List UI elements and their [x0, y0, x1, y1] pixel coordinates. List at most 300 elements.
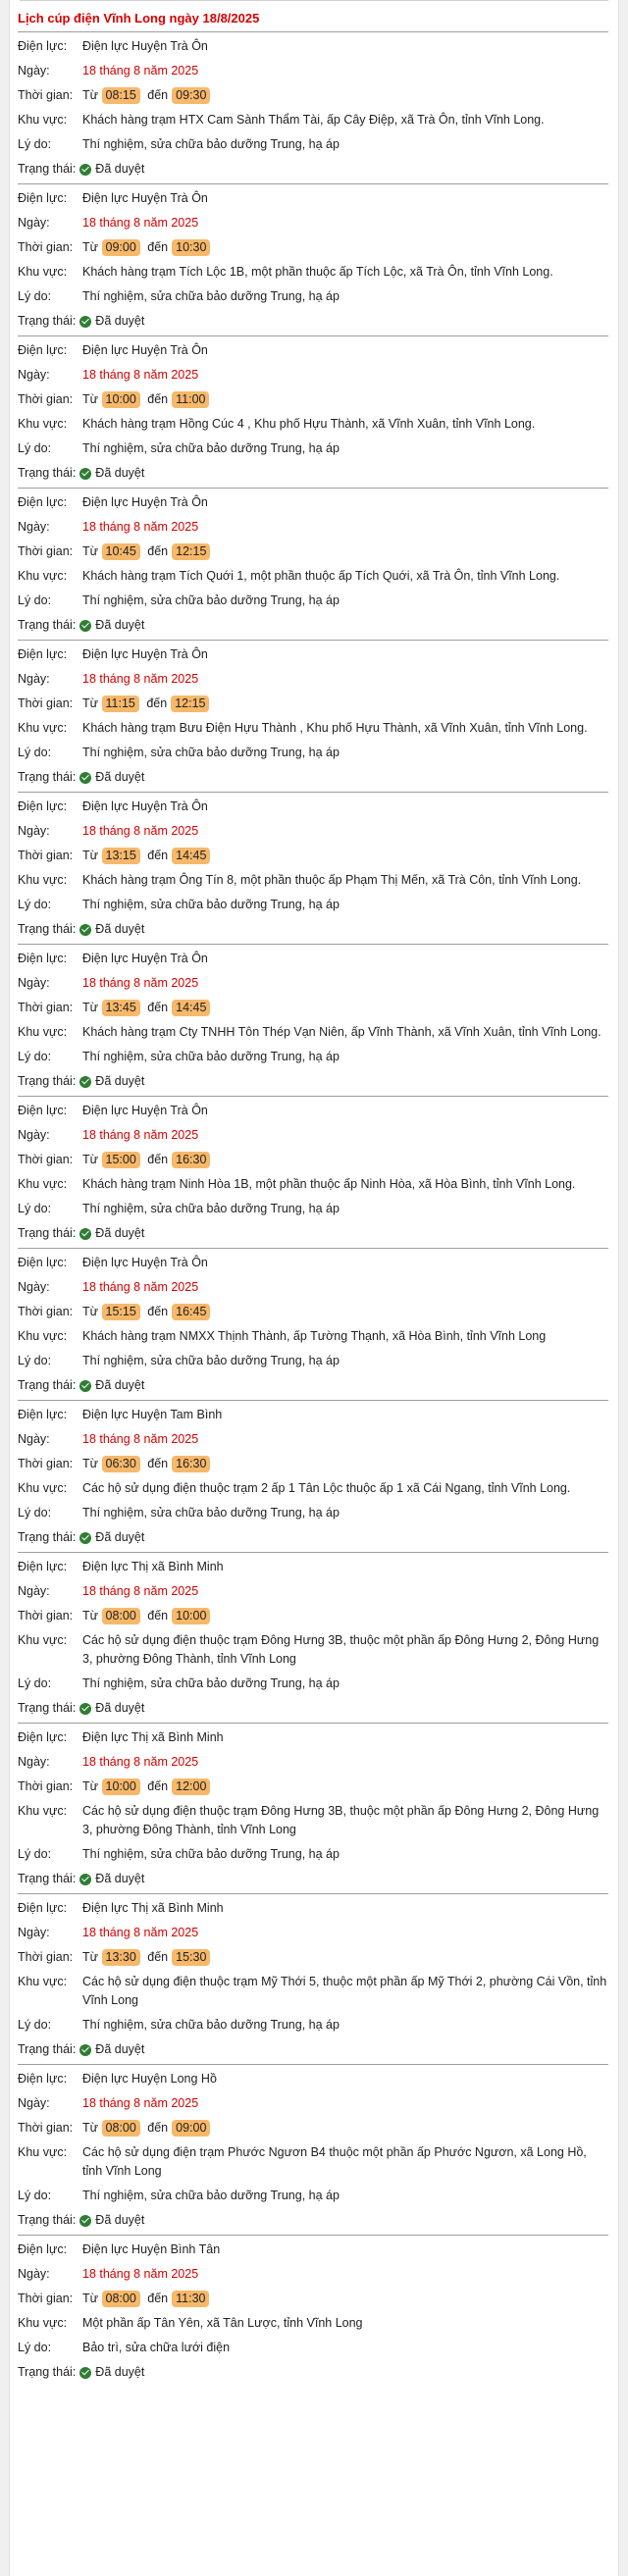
time-value — [82, 1948, 618, 1967]
date-value: 18 tháng 8 năm 2025 — [82, 368, 199, 382]
from-word: Từ — [82, 1609, 99, 1623]
outage-entry — [10, 184, 618, 335]
area-row — [18, 1476, 618, 1501]
check-circle-icon — [79, 1076, 91, 1088]
date-value: 18 tháng 8 năm 2025 — [82, 976, 199, 990]
time-value — [82, 1455, 618, 1473]
status-value: Đã duyệt — [95, 922, 145, 936]
area-label: Khu vực: — [18, 113, 68, 127]
time-row — [18, 235, 618, 260]
reason-value: Thí nghiệm, sửa chữa bảo dưỡng Trung, hạ áp — [82, 1847, 340, 1861]
reason-row — [18, 1501, 618, 1525]
area-row — [18, 564, 618, 589]
outage-entry — [10, 1553, 618, 1723]
status-row — [18, 1525, 618, 1551]
unit-label: Điện lực: — [18, 952, 68, 965]
to-word: đến — [147, 2121, 169, 2135]
unit-value: Điện lực Huyện Tam Bình — [82, 1408, 223, 1421]
check-circle-icon — [79, 2367, 91, 2379]
status-row — [18, 2208, 618, 2234]
to-word: đến — [147, 1779, 169, 1793]
reason-value: Thí nghiệm, sửa chữa bảo dưỡng Trung, hạ áp — [82, 2189, 340, 2202]
unit-row — [18, 795, 618, 819]
unit-value: Điện lực Thị xã Bình Minh — [82, 1901, 224, 1915]
to-word: đến — [147, 1609, 169, 1623]
unit-row — [18, 1726, 618, 1750]
reason-label: Lý do: — [18, 1202, 52, 1215]
reason-row — [18, 893, 618, 917]
status-value: Đã duyệt — [95, 466, 145, 480]
start-time-chip: 15:00 — [102, 1152, 140, 1168]
time-row — [18, 2287, 618, 2311]
area-row — [18, 1020, 618, 1045]
check-circle-icon — [79, 468, 91, 480]
unit-row — [18, 490, 618, 515]
end-time-chip: 12:00 — [172, 1778, 210, 1795]
area-value: Khách hàng trạm Cty TNHH Tôn Thép Vạn Niên, ấp Vĩnh Thành, xã Vĩnh Xuân, tỉnh Vĩnh Long. — [82, 1025, 602, 1039]
date-label: Ngày: — [18, 2267, 50, 2281]
time-value — [82, 1151, 618, 1169]
start-time-chip: 10:00 — [102, 1778, 140, 1795]
time-label: Thời gian: — [18, 1305, 74, 1318]
status-value: Đã duyệt — [95, 1530, 145, 1544]
time-row — [18, 844, 618, 868]
outage-entry — [10, 1894, 618, 2064]
to-word: đến — [147, 88, 169, 102]
status-value: Đã duyệt — [95, 1378, 145, 1392]
to-word: đến — [147, 1305, 169, 1318]
unit-label: Điện lực: — [18, 1408, 68, 1421]
status-row — [18, 765, 618, 791]
time-label: Thời gian: — [18, 1001, 74, 1014]
reason-value: Thí nghiệm, sửa chữa bảo dưỡng Trung, hạ áp — [82, 1202, 340, 1215]
status-label: Trạng thái: — [18, 466, 77, 480]
outage-entry — [10, 945, 618, 1096]
reason-value: Bảo trì, sửa chữa lưới điện — [82, 2341, 231, 2354]
date-label: Ngày: — [18, 1755, 50, 1769]
area-row — [18, 868, 618, 893]
reason-row — [18, 284, 618, 309]
date-value: 18 tháng 8 năm 2025 — [82, 2096, 199, 2110]
reason-row — [18, 1842, 618, 1867]
outage-entry — [10, 336, 618, 488]
check-circle-icon — [79, 1380, 91, 1392]
start-time-chip: 11:15 — [102, 696, 139, 712]
outage-entry — [10, 2065, 618, 2235]
date-label: Ngày: — [18, 1280, 50, 1294]
status-value: Đã duyệt — [95, 2365, 145, 2379]
outage-entry — [10, 489, 618, 640]
from-word: Từ — [82, 240, 99, 254]
date-row — [18, 59, 618, 83]
unit-label: Điện lực: — [18, 799, 68, 813]
unit-row — [18, 34, 618, 59]
area-label: Khu vực: — [18, 1633, 68, 1647]
date-label: Ngày: — [18, 216, 50, 230]
to-word: đến — [147, 849, 169, 862]
to-word: đến — [147, 544, 169, 558]
time-label: Thời gian: — [18, 88, 74, 102]
reason-row — [18, 589, 618, 613]
end-time-chip: 16:30 — [172, 1456, 210, 1472]
unit-label: Điện lực: — [18, 1901, 68, 1915]
unit-value: Điện lực Huyện Long Hồ — [82, 2072, 217, 2086]
date-label: Ngày: — [18, 1432, 50, 1446]
status-label: Trạng thái: — [18, 162, 77, 176]
unit-value: Điện lực Huyện Trà Ôn — [82, 343, 208, 357]
date-row — [18, 1275, 618, 1300]
status-label: Trạng thái: — [18, 922, 77, 936]
time-row — [18, 387, 618, 412]
date-row — [18, 667, 618, 692]
time-label: Thời gian: — [18, 544, 74, 558]
time-value — [82, 2290, 618, 2308]
outage-entry — [10, 1401, 618, 1552]
date-value: 18 tháng 8 năm 2025 — [82, 1584, 199, 1598]
date-row — [18, 1427, 618, 1452]
area-label: Khu vực: — [18, 873, 68, 887]
reason-row — [18, 437, 618, 461]
start-time-chip: 13:15 — [102, 848, 140, 864]
status-row — [18, 1373, 618, 1399]
unit-row — [18, 1099, 618, 1123]
status-label: Trạng thái: — [18, 1872, 77, 1885]
outage-entry — [10, 1249, 618, 1400]
from-word: Từ — [82, 849, 99, 862]
time-value — [82, 86, 618, 105]
area-row — [18, 412, 618, 437]
area-value: Khách hàng trạm Ông Tín 8, một phần thuộc ấp Phạm Thị Mến, xã Trà Côn, tỉnh Vĩnh Long. — [82, 873, 582, 887]
date-row — [18, 363, 618, 387]
time-row — [18, 1945, 618, 1970]
area-value: Các hộ sử dụng điện thuộc trạm Mỹ Thới 5, thuộc một phần ấp Mỹ Thới 2, phường Cái Vồn, tỉnh Vĩnh Long — [82, 1975, 607, 2007]
unit-label: Điện lực: — [18, 2242, 68, 2256]
date-value: 18 tháng 8 năm 2025 — [82, 1926, 199, 1939]
reason-value: Thí nghiệm, sửa chữa bảo dưỡng Trung, hạ áp — [82, 2018, 340, 2032]
reason-label: Lý do: — [18, 1354, 52, 1367]
time-row — [18, 692, 618, 716]
outage-schedule-page — [9, 0, 619, 2576]
date-label: Ngày: — [18, 520, 50, 534]
start-time-chip: 13:30 — [102, 1949, 140, 1966]
time-value — [82, 695, 618, 713]
unit-value: Điện lực Huyện Trà Ôn — [82, 1256, 208, 1269]
status-row — [18, 2360, 618, 2386]
reason-row — [18, 2336, 618, 2360]
check-circle-icon — [79, 1703, 91, 1715]
from-word: Từ — [82, 1305, 99, 1318]
reason-row — [18, 1045, 618, 1069]
time-row — [18, 1300, 618, 1324]
outage-entry — [10, 32, 618, 183]
status-label: Trạng thái: — [18, 1074, 77, 1088]
area-row — [18, 1324, 618, 1349]
check-circle-icon — [79, 164, 91, 176]
unit-label: Điện lực: — [18, 1104, 68, 1117]
status-value: Đã duyệt — [95, 2042, 145, 2056]
from-word: Từ — [82, 88, 99, 102]
status-row — [18, 157, 618, 182]
start-time-chip: 06:30 — [102, 1456, 140, 1472]
to-word: đến — [147, 1001, 169, 1014]
status-value: Đã duyệt — [95, 1872, 145, 1885]
date-value: 18 tháng 8 năm 2025 — [82, 672, 199, 686]
area-value: Khách hàng trạm NMXX Thịnh Thành, ấp Tường Thạnh, xã Hòa Bình, tỉnh Vĩnh Long — [82, 1329, 547, 1343]
unit-label: Điện lực: — [18, 2072, 68, 2086]
start-time-chip: 08:00 — [102, 2120, 140, 2137]
check-circle-icon — [79, 924, 91, 936]
area-row — [18, 108, 618, 132]
unit-value: Điện lực Huyện Trà Ôn — [82, 1104, 208, 1117]
time-row — [18, 996, 618, 1020]
unit-label: Điện lực: — [18, 1256, 68, 1269]
unit-row — [18, 947, 618, 971]
date-row — [18, 1123, 618, 1148]
status-row — [18, 461, 618, 487]
time-label: Thời gian: — [18, 392, 74, 406]
area-value: Khách hàng trạm HTX Cam Sành Thẩm Tài, ấp Cây Điệp, xã Trà Ôn, tỉnh Vĩnh Long. — [82, 113, 545, 127]
status-value: Đã duyệt — [95, 162, 145, 176]
status-value: Đã duyệt — [95, 770, 145, 784]
end-time-chip: 16:30 — [172, 1152, 210, 1168]
outage-entry — [10, 793, 618, 944]
date-row — [18, 1579, 618, 1604]
to-word: đến — [147, 1153, 169, 1166]
time-value — [82, 2119, 618, 2138]
end-time-chip: 14:45 — [172, 1000, 210, 1016]
outage-entry — [10, 641, 618, 792]
date-label: Ngày: — [18, 368, 50, 382]
area-value: Các hộ sử dụng điện thuộc trạm Đông Hưng 3B, thuộc một phần ấp Đông Hưng 2, Đông Hưng 3, phường Đông Thành, tỉnh Vĩnh Long — [82, 1804, 600, 1836]
time-value — [82, 999, 618, 1017]
reason-label: Lý do: — [18, 2189, 52, 2202]
status-value: Đã duyệt — [95, 1701, 145, 1715]
date-value: 18 tháng 8 năm 2025 — [82, 824, 199, 838]
reason-value: Thí nghiệm, sửa chữa bảo dưỡng Trung, hạ áp — [82, 1676, 340, 1690]
unit-value: Điện lực Huyện Trà Ôn — [82, 952, 208, 965]
from-word: Từ — [82, 392, 99, 406]
status-label: Trạng thái: — [18, 1701, 77, 1715]
unit-row — [18, 186, 618, 211]
unit-row — [18, 643, 618, 667]
unit-value: Điện lực Huyện Trà Ôn — [82, 39, 208, 53]
date-row — [18, 211, 618, 235]
reason-value: Thí nghiệm, sửa chữa bảo dưỡng Trung, hạ áp — [82, 746, 340, 759]
outage-entry — [10, 1097, 618, 1248]
from-word: Từ — [82, 1001, 99, 1014]
reason-value: Thí nghiệm, sửa chữa bảo dưỡng Trung, hạ áp — [82, 1050, 340, 1063]
end-time-chip: 09:00 — [172, 2120, 210, 2137]
reason-value: Thí nghiệm, sửa chữa bảo dưỡng Trung, hạ áp — [82, 137, 340, 151]
status-row — [18, 613, 618, 639]
date-value: 18 tháng 8 năm 2025 — [82, 1432, 199, 1446]
date-value: 18 tháng 8 năm 2025 — [82, 1755, 199, 1769]
status-row — [18, 1221, 618, 1247]
outage-entry — [10, 1724, 618, 1893]
end-time-chip: 09:30 — [172, 87, 210, 104]
area-label: Khu vực: — [18, 2145, 68, 2159]
area-value: Khách hàng trạm Ninh Hòa 1B, một phần thuộc ấp Ninh Hòa, xã Hòa Bình, tỉnh Vĩnh Long. — [82, 1177, 576, 1191]
to-word: đến — [147, 1457, 169, 1470]
status-label: Trạng thái: — [18, 770, 77, 784]
time-label: Thời gian: — [18, 1950, 74, 1964]
end-time-chip: 12:15 — [171, 696, 209, 712]
from-word: Từ — [82, 2121, 99, 2135]
time-value — [82, 1607, 618, 1625]
outage-list — [10, 31, 618, 2387]
unit-label: Điện lực: — [18, 495, 68, 509]
area-value: Khách hàng trạm Bưu Điện Hựu Thành , Khu phố Hựu Thành, xã Vĩnh Xuân, tỉnh Vĩnh Long. — [82, 721, 588, 735]
date-row — [18, 2091, 618, 2116]
outage-entry — [10, 2236, 618, 2387]
reason-value: Thí nghiệm, sửa chữa bảo dưỡng Trung, hạ áp — [82, 441, 340, 455]
area-value: Một phần ấp Tân Yên, xã Tân Lược, tỉnh Vĩnh Long — [82, 2316, 363, 2330]
reason-label: Lý do: — [18, 898, 52, 911]
check-circle-icon — [79, 1874, 91, 1885]
reason-value: Thí nghiệm, sửa chữa bảo dưỡng Trung, hạ áp — [82, 1506, 340, 1520]
status-value: Đã duyệt — [95, 1074, 145, 1088]
status-value: Đã duyệt — [95, 314, 145, 328]
time-value — [82, 390, 618, 409]
date-row — [18, 1750, 618, 1775]
end-time-chip: 11:00 — [172, 391, 209, 408]
time-label: Thời gian: — [18, 1153, 74, 1166]
date-row — [18, 1921, 618, 1945]
date-row — [18, 819, 618, 844]
start-time-chip: 10:00 — [102, 391, 140, 408]
date-row — [18, 971, 618, 996]
area-row — [18, 2140, 618, 2184]
date-label: Ngày: — [18, 1926, 50, 1939]
status-label: Trạng thái: — [18, 2042, 77, 2056]
reason-row — [18, 2184, 618, 2208]
reason-label: Lý do: — [18, 746, 52, 759]
date-label: Ngày: — [18, 1128, 50, 1142]
date-value: 18 tháng 8 năm 2025 — [82, 216, 199, 230]
area-label: Khu vực: — [18, 265, 68, 279]
area-label: Khu vực: — [18, 1025, 68, 1039]
from-word: Từ — [82, 1153, 99, 1166]
area-label: Khu vực: — [18, 1481, 68, 1495]
unit-label: Điện lực: — [18, 39, 68, 53]
to-word: đến — [146, 696, 168, 710]
time-row — [18, 83, 618, 108]
status-label: Trạng thái: — [18, 1530, 77, 1544]
area-label: Khu vực: — [18, 2316, 68, 2330]
unit-row — [18, 2067, 618, 2091]
reason-row — [18, 1349, 618, 1373]
status-row — [18, 917, 618, 943]
reason-label: Lý do: — [18, 1676, 52, 1690]
area-value: Khách hàng trạm Tích Lộc 1B, một phần thuộc ấp Tích Lộc, xã Trà Ôn, tỉnh Vĩnh Long. — [82, 265, 553, 279]
time-row — [18, 2116, 618, 2140]
area-value: Khách hàng trạm Hồng Cúc 4 , Khu phố Hựu Thành, xã Vĩnh Xuân, tỉnh Vĩnh Long. — [82, 417, 536, 431]
reason-row — [18, 132, 618, 157]
end-time-chip: 12:15 — [172, 543, 210, 560]
time-row — [18, 1452, 618, 1476]
unit-value: Điện lực Huyện Bình Tân — [82, 2242, 221, 2256]
reason-label: Lý do: — [18, 2341, 52, 2354]
status-label: Trạng thái: — [18, 618, 77, 632]
area-label: Khu vực: — [18, 1804, 68, 1818]
from-word: Từ — [82, 1950, 99, 1964]
date-label: Ngày: — [18, 2096, 50, 2110]
date-value: 18 tháng 8 năm 2025 — [82, 1280, 199, 1294]
status-label: Trạng thái: — [18, 2213, 77, 2227]
time-label: Thời gian: — [18, 2121, 74, 2135]
check-circle-icon — [79, 620, 91, 632]
area-value: Các hộ sử dụng điện trạm Phước Ngươn B4 thuộc một phần ấp Phước Ngươn, xã Long Hồ, tỉnh Vĩnh Long — [82, 2145, 587, 2178]
date-label: Ngày: — [18, 672, 50, 686]
date-label: Ngày: — [18, 976, 50, 990]
date-row — [18, 515, 618, 540]
to-word: đến — [147, 392, 169, 406]
status-row — [18, 1069, 618, 1095]
time-label: Thời gian: — [18, 1779, 74, 1793]
area-row — [18, 1172, 618, 1197]
start-time-chip: 08:15 — [102, 87, 140, 104]
start-time-chip: 09:00 — [102, 239, 140, 256]
time-row — [18, 1604, 618, 1628]
area-row — [18, 716, 618, 741]
to-word: đến — [147, 240, 169, 254]
area-row — [18, 260, 618, 284]
unit-label: Điện lực: — [18, 647, 68, 661]
status-row — [18, 1867, 618, 1892]
status-value: Đã duyệt — [95, 1226, 145, 1240]
time-value — [82, 847, 618, 865]
area-label: Khu vực: — [18, 569, 68, 583]
date-value: 18 tháng 8 năm 2025 — [82, 1128, 199, 1142]
page-title: Lịch cúp điện Vĩnh Long ngày 18/8/2025 — [18, 11, 260, 26]
end-time-chip: 15:30 — [172, 1949, 210, 1966]
reason-row — [18, 741, 618, 765]
unit-value: Điện lực Huyện Trà Ôn — [82, 495, 208, 509]
check-circle-icon — [79, 2215, 91, 2227]
time-label: Thời gian: — [18, 2292, 74, 2305]
unit-row — [18, 1896, 618, 1921]
time-label: Thời gian: — [18, 240, 74, 254]
time-row — [18, 1148, 618, 1172]
reason-label: Lý do: — [18, 1847, 52, 1861]
reason-value: Thí nghiệm, sửa chữa bảo dưỡng Trung, hạ áp — [82, 898, 340, 911]
reason-label: Lý do: — [18, 1050, 52, 1063]
to-word: đến — [147, 1950, 169, 1964]
status-label: Trạng thái: — [18, 2365, 77, 2379]
time-row — [18, 1775, 618, 1799]
reason-row — [18, 1197, 618, 1221]
unit-row — [18, 1555, 618, 1579]
from-word: Từ — [82, 2292, 99, 2305]
from-word: Từ — [82, 544, 99, 558]
reason-value: Thí nghiệm, sửa chữa bảo dưỡng Trung, hạ áp — [82, 289, 340, 303]
unit-value: Điện lực Huyện Trà Ôn — [82, 799, 208, 813]
start-time-chip: 13:45 — [102, 1000, 140, 1016]
unit-value: Điện lực Huyện Trà Ôn — [82, 647, 208, 661]
unit-row — [18, 1403, 618, 1427]
reason-label: Lý do: — [18, 137, 52, 151]
time-value — [82, 542, 618, 561]
area-value: Các hộ sử dụng điện thuộc trạm Đông Hưng 3B, thuộc một phần ấp Đông Hưng 2, Đông Hưng 3, phường Đông Thành, tỉnh Vĩnh Long — [82, 1633, 600, 1666]
check-circle-icon — [79, 1228, 91, 1240]
unit-row — [18, 2238, 618, 2262]
reason-label: Lý do: — [18, 2018, 52, 2032]
time-value — [82, 1777, 618, 1796]
reason-label: Lý do: — [18, 441, 52, 455]
date-value: 18 tháng 8 năm 2025 — [82, 64, 199, 77]
status-label: Trạng thái: — [18, 1378, 77, 1392]
unit-label: Điện lực: — [18, 343, 68, 357]
